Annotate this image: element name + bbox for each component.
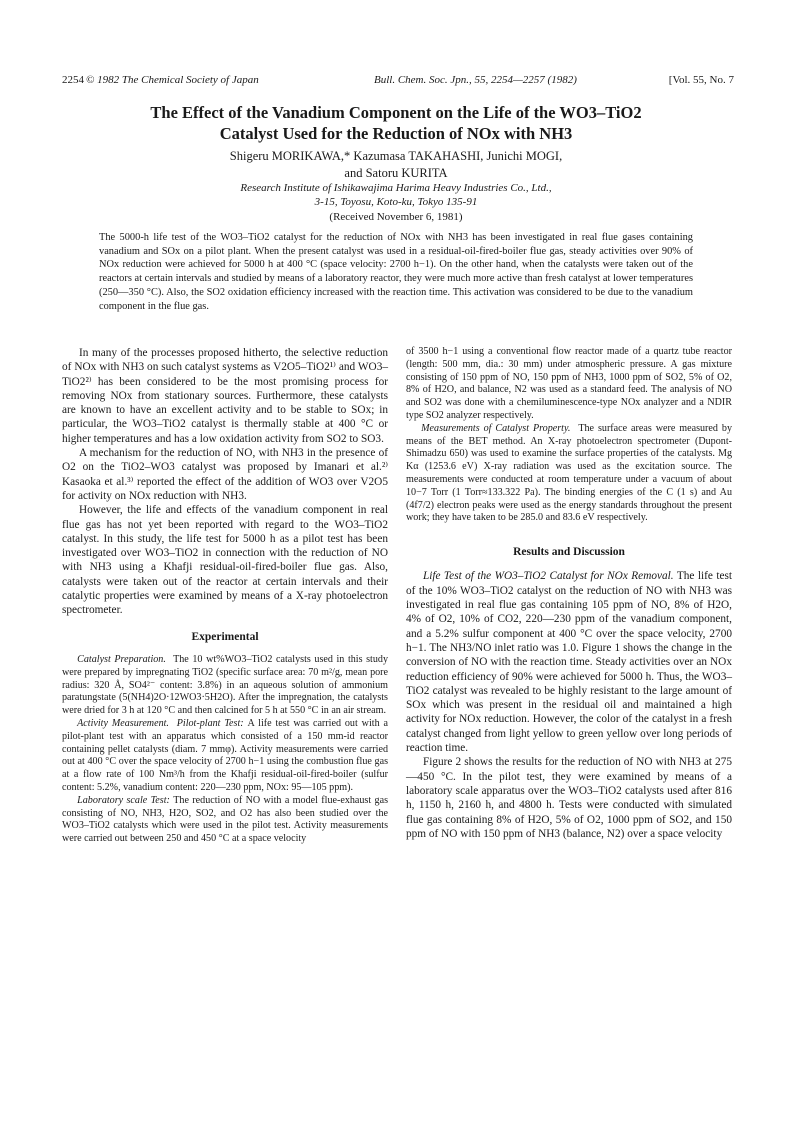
affiliation-line-2: 3-15, Toyosu, Koto-ku, Tokyo 135-91	[314, 196, 478, 208]
intro-paragraph-3: However, the life and effects of the vanadium component in real flue gas has not yet been reported with regard to the WO3–TiO2 catalyst. In this study, the life test for 5000 h as a pilot test has been investigated over WO3–TiO2 in connection with the reduction of NO with NH3 using a Khafji residual-oil-fired-boiler flue gas. Also, catalysts were taken out of the reactor at certain intervals and their catalytic properties were examined by means of a X-ray photoelectron spectrometer.	[62, 504, 388, 617]
received-date: (Received November 6, 1981)	[329, 211, 463, 223]
intro-paragraph-2: A mechanism for the reduction of NO, with NH3 in the presence of O2 on the TiO2–WO3 catalyst was proposed by Imanari et al.²⁾ Kasaoka et al.³⁾ reported the effect of the addition of WO3 over V2O5 for activity on NOx reduction with NH3.	[62, 447, 388, 502]
authors-line-1: Shigeru MORIKAWA,* Kazumasa TAKAHASHI, Junichi MOGI,	[229, 149, 563, 163]
paragraph-text: The surface areas were measured by means of the BET method. An X-ray photoelectron spectrometer (Dupont-Shimadzu 650) was used to examine the surface properties of the catalysts. Mg Kα (1253.6 eV) X-ray radiation was used as the excitation source. The measurements were conducted at room temperature under a vacuum of about 10−7 Torr (1 Torr≈133.322 Pa). The binding energies of the C (1 s) and Au (4f7/2) electron peaks were used as the energy standards throughout the present work; they have taken to be 285.0 and 83.6 eV respectively.	[406, 422, 732, 524]
catalyst-preparation-paragraph	[62, 654, 388, 718]
paragraph-text: The reduction of NO with a model flue-exhaust gas consisting of NO, NH3, H2O, SO2, and O2 has also been studied over the WO3–TiO2 catalysts which were used in the pilot test. Activity measurements were carried out between 250 and 450 °C at a space velocity	[62, 794, 388, 845]
abstract: The 5000-h life test of the WO3–TiO2 catalyst for the reduction of NOx with NH3 has been investigated in real flue gases containing vanadium and SOx on a pilot plant. When the present catalyst was used in a residual-oil-fired-boiler flue gas, steady activities over 90% of NOx reduction were achieved for 5000 h at 400 °C (space velocity: 2700 h−1). On the other hand, when the catalysts were taken out of the reactors at certain intervals and studied by means of a laboratory reactor, they were much more active than fresh catalyst at lower temperatures (250—350 °C). Also, the SO2 oxidation efficiency increased with the reaction time. This activation was considered to be due to the vanadium component in the flue gas.	[99, 232, 693, 312]
spacer	[406, 525, 732, 533]
run-in-subheading: Pilot-plant Test:	[176, 717, 244, 729]
life-test-paragraph	[406, 569, 732, 755]
figure-2-paragraph: Figure 2 shows the results for the reduction of NO with NH3 at 275—450 °C. In the pilot test, they were examined by means of a laboratory scale apparatus over the WO3–TiO2 catalysts used after 816 h, 1150 h, 2160 h, and 4800 h. Tests were conducted with simulated flue gas containing 8% of H2O, 5% of O2, 1000 ppm of SO2, and 150 ppm of NO with 150 ppm of NH3 (balance, N2) over a space velocity	[406, 756, 732, 840]
continued-paragraph: of 3500 h−1 using a conventional flow reactor made of a quartz tube reactor (length: 500 mm, dia.: 30 mm) under atmospheric pressure. A gas mixture consisting of 150 ppm of NO, 150 ppm of NH3, 1000 ppm of SO2, 5% of O2, 8% of H2O, and balance, N2 was used as a standard feed. The analysis of NO and SO2 was done with a chemiluminescence-type NOx analyzer and a NDIR type SO2 analyzer respectively.	[406, 346, 732, 421]
activity-measurement-paragraph	[62, 718, 388, 795]
laboratory-test-paragraph	[62, 795, 388, 846]
paragraph-text: The 10 wt%WO3–TiO2 catalysts used in this study were prepared by impregnating TiO2 (specific surface area: 70 m²/g, mean pore radius: 320 Å, SO4²⁻ content: 3.8%) in an aqueous solution of ammonium paratungstate (5(NH4)2O·12WO3·5H2O). After the impregnation, the catalysts were dried for 3 h at 120 °C and then calcined for 5 h at 550 °C in an air stream.	[62, 653, 388, 717]
paragraph-text: The life test of the 10% WO3–TiO2 catalyst on the reduction of NO with NH3 was investigated in real flue gas containing 105 ppm of NO, 8% of H2O, 4% of O2, 10% of CO2, 220—230 ppm of the vanadium component, and a 5.2% sulfur component at 400 °C over the space velocity, 2700 h−1. The NH3/NO inlet ratio was 1.0. Figure 1 shows the change in the conversion of NO with the reaction time. Steady activities over an NOx reduction efficiency of 90% were achieved for 5000 h. Thus, the WO3–TiO2 catalyst was revealed to be highly resistant to the large amount of SOx which was present in the residual oil and maintained a high activity for NOx reduction. However, the color of the catalyst in a fresh catalyst changed from light yellow to green yellow over long periods of reaction time.	[406, 570, 733, 755]
run-in-heading: Activity Measurement.	[77, 717, 169, 729]
paragraph-text: A life test was carried out with a pilot-plant test with an apparatus which consisted of a 150 mm-id reactor containing pellet catalysts (diam. 7 mmφ). Activity measurements were carried out at 400 °C over the space velocity of 2700 h−1 using the combustion flue gas at a flow rate of 100 Nm³/h from the Khafji residual-oil-fired-boiler (sulfur content: 5.2%, vanadium content: 220—230 ppm, NOx: 95—105 ppm).	[62, 717, 388, 793]
page-number: 2254	[62, 74, 84, 86]
run-in-heading: Measurements of Catalyst Property.	[421, 422, 571, 434]
run-in-heading: Laboratory scale Test:	[77, 794, 170, 806]
title-line-1: The Effect of the Vanadium Component on the Life of the WO3–TiO2	[150, 103, 642, 122]
copyright-notice: © 1982 The Chemical Society of Japan	[86, 74, 259, 86]
authors-line-2: and Satoru KURITA	[344, 166, 448, 180]
author-list	[80, 148, 712, 182]
catalyst-property-paragraph	[406, 423, 732, 525]
running-header	[62, 74, 734, 90]
affiliation-line-1: Research Institute of Ishikawajima Harima Heavy Industries Co., Ltd.,	[240, 182, 552, 194]
run-in-heading: Life Test of the WO3–TiO2 Catalyst for NOx Removal.	[422, 570, 674, 583]
affiliation	[80, 181, 712, 209]
run-in-heading: Catalyst Preparation.	[77, 653, 166, 665]
section-heading-results: Results and Discussion	[513, 546, 625, 559]
volume-issue: [Vol. 55, No. 7	[668, 74, 734, 86]
title-line-2: Catalyst Used for the Reduction of NOx with NH3	[219, 124, 573, 143]
journal-citation: Bull. Chem. Soc. Jpn., 55, 2254—2257 (1982)	[374, 74, 577, 86]
article-title	[80, 102, 712, 144]
intro-paragraph-1: In many of the processes proposed hitherto, the selective reduction of NOx with NH3 on such catalyst systems as V2O5–TiO2¹⁾ and WO3–TiO2²⁾ has been considered to be the most promising process for removing NOx from stationary sources. Furthermore, these catalysts are known to have an excellent activity and to be stable to SOx; in particular, the WO3–TiO2 catalyst is thermally stable at 400 °C or higher temperatures and has a low oxidation activity from SO2 to SO3.	[62, 347, 388, 445]
left-column	[62, 346, 388, 846]
section-heading-experimental: Experimental	[191, 630, 259, 643]
right-column	[406, 346, 732, 841]
